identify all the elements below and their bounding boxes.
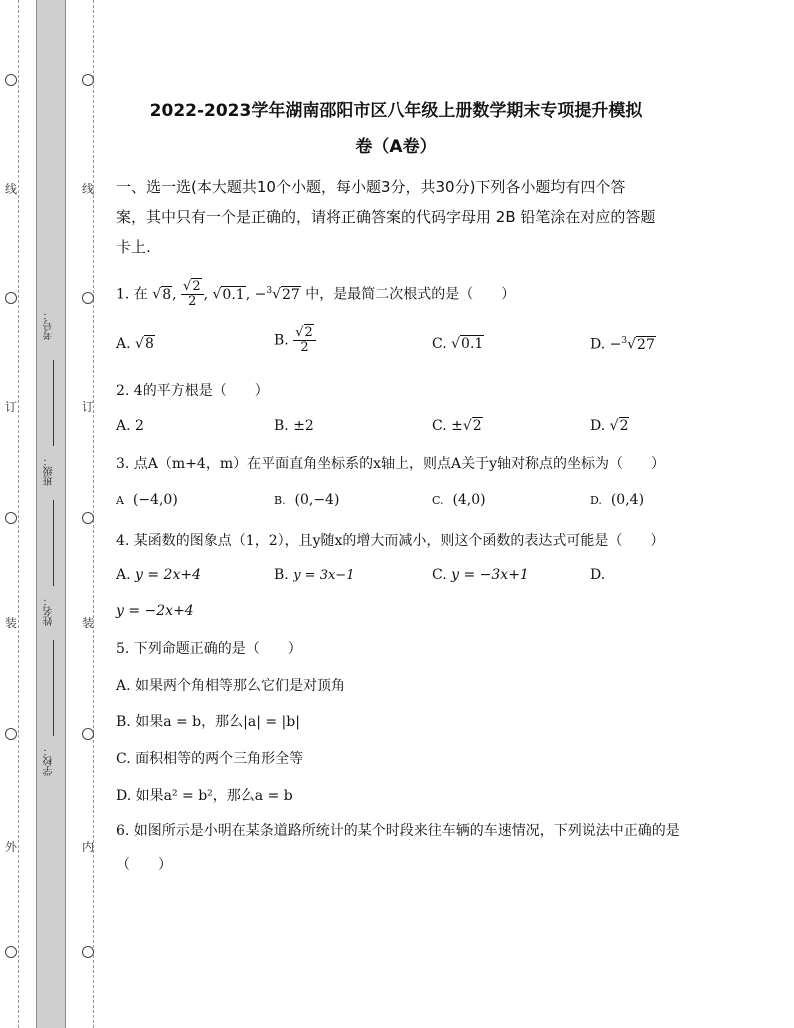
q1-option-d: D. −$^3$√27 xyxy=(590,336,655,353)
q2-option-b: B. ±2 xyxy=(274,418,314,434)
q3-option-d: D. (0,4) xyxy=(590,492,645,508)
class-write-line xyxy=(53,360,54,446)
class-label: 班级： xyxy=(44,456,55,486)
q5-option-d: D. 如果a² = b²，那么a = b xyxy=(116,788,293,804)
q1-option-b: B. $\frac{√2}{2}$ xyxy=(274,326,316,355)
binding-strip xyxy=(36,0,66,1028)
q4-option-d: y = −2x+4 xyxy=(116,603,194,619)
q5-option-a: A. 如果两个角相等那么它们是对顶角 xyxy=(116,678,346,694)
fraction: $\frac{√2}{2}$ xyxy=(181,280,204,309)
binding-hole xyxy=(82,74,94,86)
question-6-paren: （ ） xyxy=(116,857,172,873)
outer-dashed-line xyxy=(18,0,19,1028)
q3-option-a: A (−4,0) xyxy=(116,492,178,508)
inner-mark-ding: 订 xyxy=(81,400,94,414)
section-instructions xyxy=(116,172,681,262)
name-write-line xyxy=(53,500,54,586)
q3-option-c: C. (4,0) xyxy=(432,492,486,508)
question-4-stem: 4. 某函数的图象点（1，2），且y随x的增大而减小，则这个函数的表达式可能是（ ） xyxy=(116,533,665,549)
q2-option-a: A. 2 xyxy=(116,418,144,434)
q2-option-c: C. ±√2 xyxy=(432,418,482,434)
page-title-line2: 卷（A卷） xyxy=(355,137,437,157)
inner-mark-zhuang: 装 xyxy=(81,616,94,630)
section-line: 卡上. xyxy=(116,238,151,256)
q1-option-a: A. √8 xyxy=(116,336,154,352)
question-6-stem: 6. 如图所示是小明在某条道路所统计的某个时段来往车辆的车速情况，下列说法中正确的是 xyxy=(116,823,680,839)
binding-hole xyxy=(82,512,94,524)
binding-hole xyxy=(82,946,94,958)
binding-hole xyxy=(5,946,17,958)
q5-option-b: B. 如果a = b，那么|a| = |b| xyxy=(116,714,300,730)
q4-option-b: B. y = 3x−1 xyxy=(274,567,355,583)
q2-option-d: D. √2 xyxy=(590,418,629,434)
school-field xyxy=(42,746,56,776)
binding-hole xyxy=(5,292,17,304)
question-3-stem: 3. 点A（m+4，m）在平面直角坐标系的x轴上，则点A关于y轴对称点的坐标为（ ） xyxy=(116,456,666,472)
outer-mark-line: 线 xyxy=(4,182,17,196)
section-line: 案，其中只有一个是正确的，请将正确答案的代码字母用 2B 铅笔涂在对应的答题 xyxy=(116,208,656,226)
binding-hole xyxy=(5,512,17,524)
question-1-stem: 1. 在 √8, $\frac{√2}{2}$ , √0.1, −$^3$√27 中，是最简二次根式的是（ ） xyxy=(116,279,516,309)
q1-option-c: C. √0.1 xyxy=(432,336,484,352)
q3-option-b: B. (0,−4) xyxy=(274,492,340,508)
page-title: 2022-2023学年湖南邵阳市区八年级上册数学期末专项提升模拟 xyxy=(149,101,643,121)
binding-hole xyxy=(82,728,94,740)
name-field xyxy=(42,596,56,626)
binding-hole xyxy=(5,728,17,740)
q5-option-c: C. 面积相等的两个三角形全等 xyxy=(116,751,304,767)
question-5-stem: 5. 下列命题正确的是（ ） xyxy=(116,641,302,657)
binding-hole xyxy=(82,292,94,304)
name-label: 姓名： xyxy=(44,596,55,626)
section-line: 一、选一选(本大题共10个小题，每小题3分，共30分)下列各小题均有四个答 xyxy=(116,178,626,196)
inner-mark-nei: 内 xyxy=(81,840,94,854)
class-field xyxy=(42,456,56,486)
q4-option-c: C. y = −3x+1 xyxy=(432,567,529,583)
question-2-stem: 2. 4的平方根是（ ） xyxy=(116,383,269,399)
outer-mark-ding: 订 xyxy=(4,400,17,414)
exam-number-label: 考号： xyxy=(44,310,55,340)
exam-number-field xyxy=(42,310,56,340)
school-label: 学校： xyxy=(44,746,55,776)
inner-mark-line: 线 xyxy=(81,182,94,196)
q4-option-d-label: D. xyxy=(590,567,606,583)
binding-hole xyxy=(5,74,17,86)
school-write-line xyxy=(53,640,54,736)
q4-option-a: A. y = 2x+4 xyxy=(116,567,201,583)
outer-mark-zhuang: 装 xyxy=(4,616,17,630)
outer-mark-wai: 外 xyxy=(4,840,17,854)
